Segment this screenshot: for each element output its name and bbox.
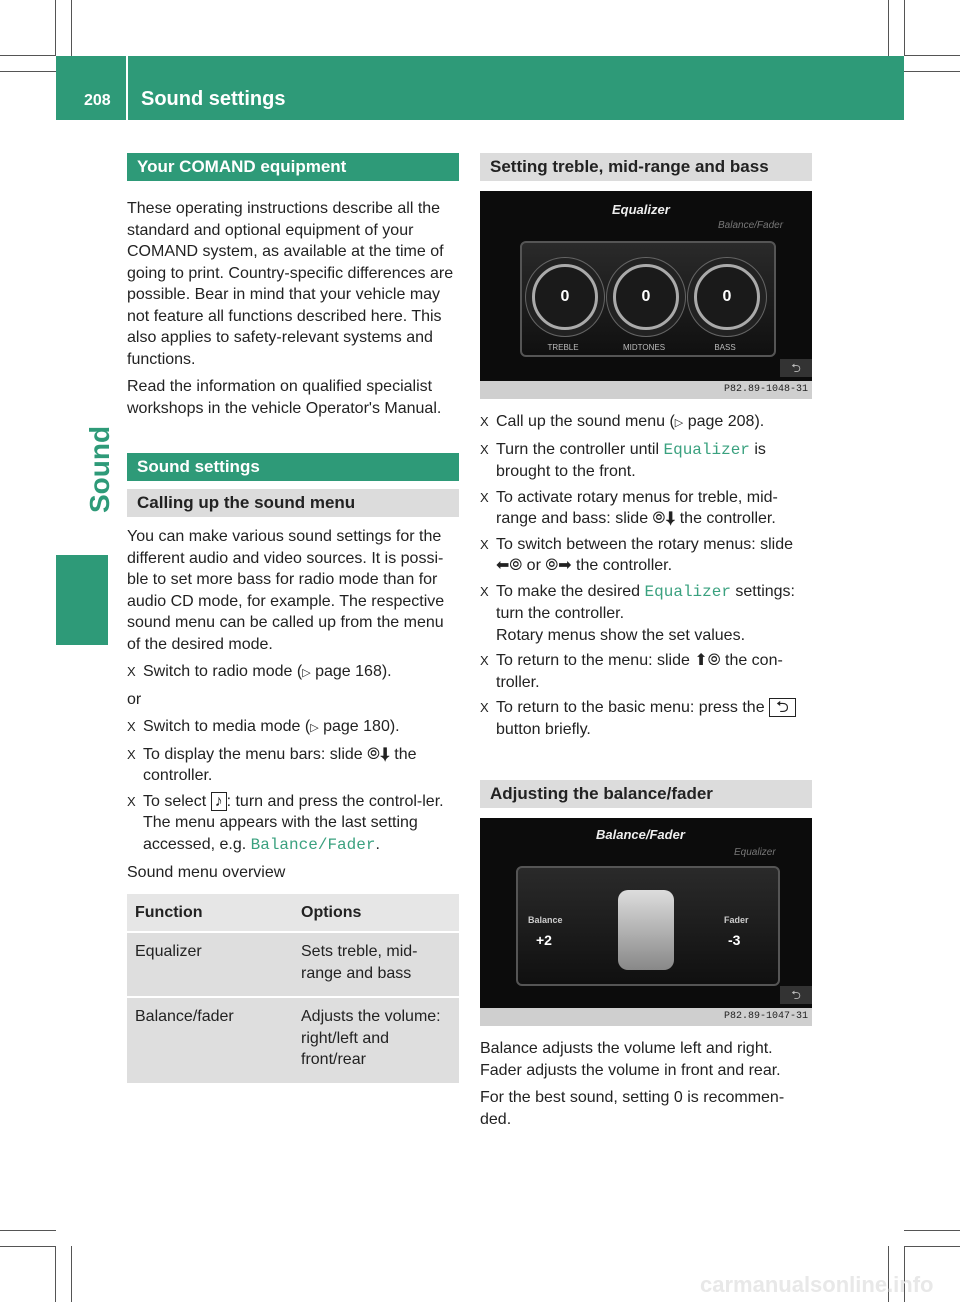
step-text: Switch to media mode ( <box>143 718 311 735</box>
step-media-mode <box>127 716 459 740</box>
crop-mark <box>55 1246 56 1302</box>
dial-label: TREBLE <box>547 343 579 352</box>
section-heading-balance: Adjusting the balance/fader <box>480 780 812 808</box>
step-display-menu-bars <box>127 744 459 787</box>
menu-item-code: Equalizer <box>663 440 750 459</box>
dial-label: MIDTONES <box>622 343 666 352</box>
section-heading-sound-settings: Sound settings <box>127 453 459 481</box>
crop-mark <box>0 1230 56 1231</box>
menu-item-code: Equalizer <box>644 582 731 601</box>
balance-label: Balance <box>528 915 563 925</box>
chapter-tab-marker <box>56 555 108 645</box>
equipment-paragraph: These operating instructions describe all the standard and optional equipment of your COMAND system, as available at the time of going to print. Country-specific differences are possible. Bear in mind that your vehicle may not feature all functions described here. This also applies to safety-relevant systems and functions. <box>127 200 454 368</box>
crop-mark <box>904 55 960 56</box>
midtones-dial: 0 <box>613 264 679 330</box>
page-number: 208 <box>84 92 111 109</box>
figure-code: P82.89-1047-31 <box>480 1008 812 1026</box>
figure-code: P82.89-1048-31 <box>480 381 812 399</box>
controller-up-icon: ⬆⦾ <box>694 652 721 669</box>
calling-intro: You can make various sound settings for the different audio and video sources. It is possi-ble to set more bass for radio mode than for audio CD mode, for example. The respective sound menu can be called up from the menu of the desired mode. <box>127 528 445 653</box>
step-text: The menu appears with the last setting <box>143 814 418 831</box>
step-text: the controller. <box>571 557 673 574</box>
menu-item-code: Balance/Fader <box>250 835 376 854</box>
section-heading-treble: Setting treble, mid-range and bass <box>480 153 812 181</box>
step-text: To return to the basic menu: press the <box>496 699 770 716</box>
step-text: the controller. <box>675 510 776 527</box>
step-arrow-icon: X <box>480 536 489 552</box>
overview-label: Sound menu overview <box>127 864 286 881</box>
screen-subtitle: Equalizer <box>734 847 776 858</box>
car-seats-image <box>618 890 674 970</box>
crop-mark <box>0 1246 56 1247</box>
crop-mark <box>904 71 960 72</box>
table-cell: Adjusts the volume: right/left and front/rear <box>293 997 459 1083</box>
step-arrow-icon: X <box>127 719 136 734</box>
screen-title: Balance/Fader <box>596 827 685 842</box>
table-cell: Equalizer <box>127 932 293 997</box>
step-text: settings: turn the controller. <box>496 582 795 622</box>
step-text: controller. <box>143 767 213 784</box>
step-text: button briefly. <box>496 720 591 738</box>
balance-screen-image <box>480 818 812 1026</box>
page-ref-icon: ▷ <box>310 722 319 734</box>
step-turn-controller <box>480 439 812 483</box>
chapter-tab-label: Sound <box>84 425 115 513</box>
bass-dial: 0 <box>694 264 760 330</box>
balance-value: +2 <box>536 932 552 948</box>
step-text: the con-troller. <box>496 652 783 691</box>
section-heading-equipment: Your COMAND equipment <box>127 153 459 181</box>
page-ref-icon: ▷ <box>302 667 311 679</box>
music-note-icon: ♪ <box>211 792 227 811</box>
page-ref[interactable]: page 180). <box>323 718 400 735</box>
sound-menu-table <box>127 894 459 1083</box>
step-text: is brought to the front. <box>496 440 766 480</box>
step-arrow-icon: X <box>127 664 136 679</box>
controller-down-icon: ⦾⬇ <box>652 510 676 527</box>
equipment-paragraph-2: Read the information on qualified specialist workshops in the vehicle Operator's Manual. <box>127 378 442 417</box>
controller-right-icon: ⦾➡ <box>545 557 572 574</box>
fader-label: Fader <box>724 915 749 925</box>
crop-mark <box>55 0 56 56</box>
crop-mark <box>904 1246 960 1247</box>
controller-left-icon: ⬅⦾ <box>496 557 523 574</box>
fader-value: -3 <box>728 932 741 948</box>
treble-dial: 0 <box>532 264 598 330</box>
step-activate-rotary <box>480 487 812 530</box>
step-text: To activate rotary menus for treble, mid-range and bass: slide <box>496 488 778 527</box>
step-text: Turn the controller until <box>496 440 664 458</box>
step-make-settings <box>480 581 812 647</box>
step-text: or <box>522 557 546 574</box>
step-arrow-icon: X <box>480 441 489 457</box>
table-cell: Balance/fader <box>127 997 293 1083</box>
crop-mark <box>904 0 905 56</box>
crop-mark <box>71 1246 72 1302</box>
step-arrow-icon: X <box>480 700 489 715</box>
page-ref-icon: ▷ <box>674 417 684 429</box>
screen-back-icon: ⮌ <box>780 986 812 1004</box>
table-row <box>127 997 459 1083</box>
step-text: the <box>389 745 417 763</box>
page-ref[interactable]: page 208). <box>687 413 765 430</box>
crop-mark <box>904 1230 960 1231</box>
crop-mark <box>0 55 56 56</box>
crop-mark <box>888 0 889 56</box>
step-radio-mode <box>127 661 459 685</box>
page-title: Sound settings <box>141 88 286 110</box>
step-text: To select <box>143 792 211 810</box>
screen-back-icon: ⮌ <box>780 359 812 377</box>
controller-down-icon: ⦾⬇ <box>367 745 390 763</box>
table-header-options: Options <box>293 894 459 933</box>
step-text: To make the desired <box>496 582 645 600</box>
watermark: carmanualsonline.info <box>700 1272 934 1297</box>
step-call-sound-menu <box>480 411 812 435</box>
step-arrow-icon: X <box>480 414 489 429</box>
screen-title: Equalizer <box>612 202 670 217</box>
dial-label: BASS <box>714 343 736 352</box>
page-ref[interactable]: page 168). <box>315 663 392 680</box>
step-arrow-icon: X <box>127 746 136 762</box>
step-text: accessed, e.g. <box>143 835 251 853</box>
step-return-basic-menu <box>480 697 812 740</box>
equalizer-screen-image <box>480 191 812 399</box>
table-header-function: Function <box>127 894 293 933</box>
table-row <box>127 932 459 997</box>
right-column <box>480 153 812 1136</box>
step-arrow-icon: X <box>480 489 489 505</box>
crop-mark <box>0 71 56 72</box>
subsection-heading-calling-menu: Calling up the sound menu <box>127 489 459 517</box>
step-text: Switch to radio mode ( <box>143 663 303 680</box>
screen-subtitle: Balance/Fader <box>718 220 784 231</box>
or-text: or <box>127 690 142 708</box>
step-text: To switch between the rotary menus: slide <box>496 535 794 553</box>
table-cell: Sets treble, mid-range and bass <box>293 932 459 997</box>
step-text: To display the menu bars: slide <box>143 745 368 763</box>
balance-recommendation: For the best sound, setting 0 is recommen-ded. <box>480 1089 785 1128</box>
back-button-icon: ⮌ <box>769 698 796 717</box>
step-arrow-icon: X <box>127 793 136 809</box>
step-text: Rotary menus show the set values. <box>496 626 746 644</box>
step-text: . <box>375 835 380 853</box>
step-switch-rotary <box>480 534 812 577</box>
step-return-menu <box>480 650 812 693</box>
step-select-sound <box>127 791 459 857</box>
step-text: Call up the sound menu ( <box>496 413 675 430</box>
crop-mark <box>71 0 72 56</box>
step-text: To return to the menu: slide <box>496 652 695 669</box>
header-divider <box>126 56 128 120</box>
step-text: : turn and press the control-ler. <box>226 792 444 810</box>
step-arrow-icon: X <box>480 583 489 599</box>
step-arrow-icon: X <box>480 653 489 668</box>
balance-paragraph: Balance adjusts the volume left and right. Fader adjusts the volume in front and rear. <box>480 1040 781 1079</box>
left-column <box>127 153 459 1083</box>
